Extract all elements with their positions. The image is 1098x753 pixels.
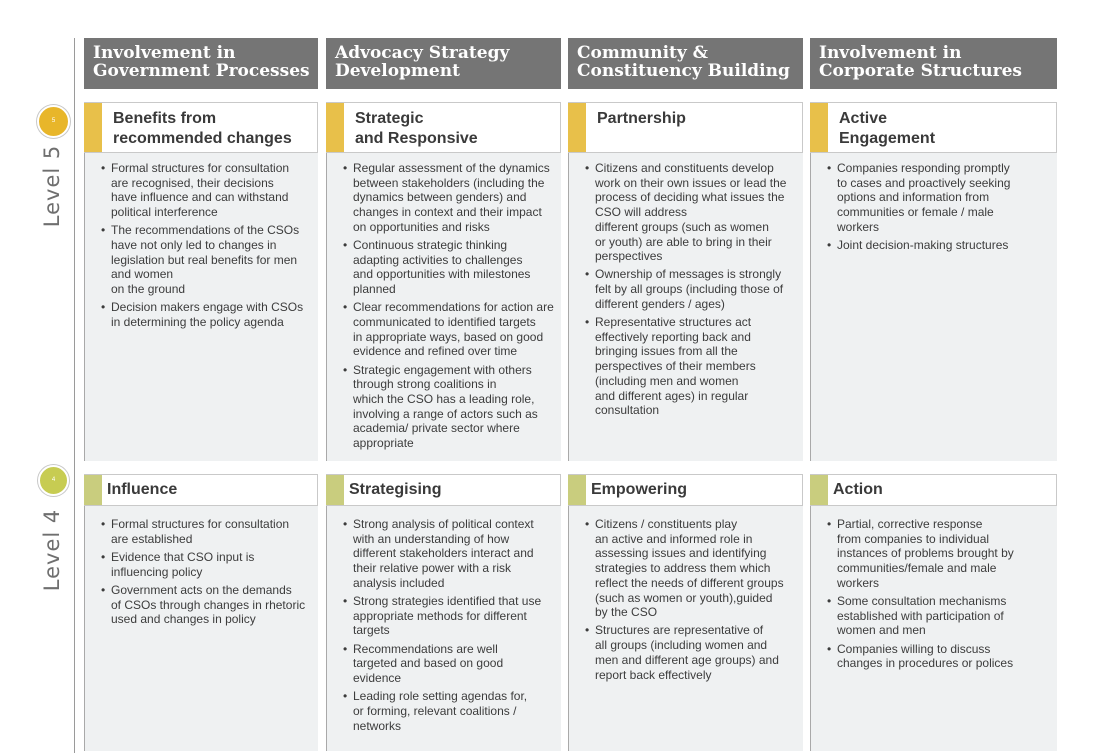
criteria-item — [585, 623, 797, 682]
level4-subheader — [326, 474, 561, 506]
criteria-item — [585, 161, 797, 264]
criteria-item — [827, 238, 1051, 253]
criteria-line: workers — [837, 219, 880, 234]
criteria-line: academia/ private sector where — [353, 421, 520, 436]
level4-subheader-title — [107, 480, 313, 500]
level4-subheader — [568, 474, 803, 506]
column-1 — [84, 38, 318, 751]
criteria-line: • Citizens and constituents develop — [595, 161, 774, 175]
criteria-item — [343, 300, 555, 359]
criteria-line: • Formal structures for consultation — [111, 161, 290, 175]
level5-accent-bar — [568, 103, 586, 152]
criteria-line: in determining the policy agenda — [111, 315, 284, 330]
criteria-line: • Continuous strategic thinking — [353, 238, 508, 253]
criteria-list — [827, 161, 1051, 253]
criteria-line: and opportunities with milestones — [353, 267, 531, 282]
criteria-item — [101, 583, 312, 627]
criteria-line: adapting activities to challenges — [353, 252, 523, 267]
criteria-line: different stakeholders interact and — [353, 546, 534, 561]
criteria-item — [101, 300, 312, 329]
criteria-line: with an understanding of how — [353, 531, 510, 546]
criteria-item — [585, 315, 797, 418]
criteria-line: by the CSO — [595, 605, 658, 620]
level-4-label-text: Level 4 — [40, 508, 64, 592]
level-4-dot-icon: 4 — [38, 465, 69, 496]
criteria-line: men and different age groups) and — [595, 652, 779, 667]
subheader-title-line: Engagement — [839, 130, 936, 147]
criteria-line: communicated to identified targets — [353, 315, 536, 330]
criteria-line: • Evidence that CSO input is — [111, 549, 255, 564]
criteria-line: assessing issues and identifying — [595, 546, 767, 561]
criteria-line: and different ages) in regular — [595, 388, 749, 403]
criteria-item — [827, 161, 1051, 235]
section-gap — [326, 89, 561, 102]
criteria-line: strategies to address them which — [595, 561, 771, 576]
section-gap — [84, 89, 318, 102]
column-3 — [568, 38, 803, 751]
level4-accent-bar — [326, 475, 344, 505]
level4-subheader-title — [349, 480, 556, 500]
criteria-line: appropriate methods for different — [353, 608, 527, 623]
level4-subheader — [810, 474, 1057, 506]
level5-criteria-panel — [568, 153, 803, 461]
criteria-line: consultation — [595, 403, 660, 418]
criteria-line: which the CSO has a leading role, — [353, 392, 535, 407]
criteria-line: between stakeholders (including the — [353, 175, 545, 190]
section-gap — [326, 461, 561, 474]
criteria-line: effectively reporting back and — [595, 329, 751, 344]
column-header — [326, 38, 561, 89]
left-divider-line — [74, 38, 75, 753]
criteria-line: • Joint decision-making structures — [837, 238, 1009, 253]
criteria-line: all groups (including women and — [595, 638, 768, 653]
criteria-line: have not only led to changes in — [111, 238, 277, 253]
criteria-item — [585, 267, 797, 311]
level4-criteria-panel — [568, 506, 803, 751]
level5-accent-bar — [84, 103, 102, 152]
criteria-item — [101, 161, 312, 220]
criteria-item — [101, 550, 312, 579]
criteria-line: targeted and based on good — [353, 656, 504, 671]
criteria-line: options and information from — [837, 190, 990, 205]
criteria-line: from companies to individual — [837, 531, 990, 546]
column-header-line: Advocacy Strategy — [335, 43, 510, 63]
criteria-line: on opportunities and risks — [353, 219, 490, 234]
criteria-line: CSO will address — [595, 205, 688, 220]
level5-criteria-panel — [84, 153, 318, 461]
criteria-line: report back effectively — [595, 667, 712, 682]
subheader-title-line: Action — [833, 481, 883, 498]
criteria-line: are established — [111, 531, 193, 546]
criteria-line: in appropriate ways, based on good — [353, 329, 544, 344]
column-header — [84, 38, 318, 89]
criteria-line: to cases and proactively seeking — [837, 175, 1011, 190]
criteria-item — [343, 517, 555, 591]
column-header-line: Corporate Structures — [819, 61, 1022, 81]
column-header-line: Constituency Building — [577, 61, 790, 81]
criteria-line: targets — [353, 623, 390, 638]
level-5-dot-icon: 5 — [37, 105, 70, 138]
level4-criteria-panel — [84, 506, 318, 751]
criteria-item — [585, 517, 797, 620]
criteria-line: • Representative structures act — [595, 315, 752, 330]
column-header-line: Involvement in — [819, 43, 962, 63]
criteria-line: • Structures are representative of — [595, 623, 764, 638]
criteria-item — [343, 161, 555, 235]
criteria-line: • Clear recommendations for action are — [353, 300, 554, 315]
criteria-line: involving a range of actors such as — [353, 406, 538, 421]
level4-accent-bar — [84, 475, 102, 505]
level4-accent-bar — [568, 475, 586, 505]
criteria-item — [343, 363, 555, 451]
criteria-line: felt by all groups (including those of — [595, 282, 784, 297]
level5-subheader — [568, 102, 803, 153]
criteria-line: planned — [353, 282, 396, 297]
criteria-line: • Leading role setting agendas for, — [353, 689, 528, 704]
criteria-line: political interference — [111, 205, 218, 220]
criteria-list — [343, 517, 555, 733]
subheader-title-line: and Responsive — [355, 130, 478, 147]
column-header — [810, 38, 1057, 89]
criteria-line: or forming, relevant coalitions / — [353, 703, 517, 718]
criteria-line: (such as women or youth),guided — [595, 590, 773, 605]
criteria-item — [101, 223, 312, 297]
criteria-line: • The recommendations of the CSOs — [111, 223, 300, 238]
criteria-line: instances of problems brought by — [837, 546, 1014, 561]
criteria-line: workers — [837, 575, 880, 590]
criteria-line: • Recommendations are well — [353, 641, 498, 656]
subheader-title-line: Influence — [107, 481, 178, 498]
column-header-line: Involvement in — [93, 43, 236, 63]
criteria-item — [827, 517, 1051, 591]
criteria-item — [827, 642, 1051, 671]
column-header-line: Government Processes — [93, 61, 310, 81]
column-header — [568, 38, 803, 89]
criteria-line: dynamics between genders) and — [353, 190, 527, 205]
criteria-line: communities or female / male — [837, 205, 994, 220]
criteria-line: evidence and refined over time — [353, 344, 518, 359]
criteria-item — [101, 517, 312, 546]
level5-subheader — [810, 102, 1057, 153]
criteria-line: process of deciding what issues the — [595, 190, 785, 205]
criteria-item — [343, 238, 555, 297]
criteria-item — [343, 594, 555, 638]
criteria-list — [585, 517, 797, 682]
criteria-line: women and men — [837, 623, 926, 638]
subheader-title-line: Benefits from — [113, 110, 217, 127]
level5-accent-bar — [810, 103, 828, 152]
criteria-list — [585, 161, 797, 418]
level4-criteria-panel — [810, 506, 1057, 751]
criteria-list — [343, 161, 555, 451]
criteria-line: their relative power with a risk — [353, 561, 512, 576]
criteria-line: legislation but real benefits for men — [111, 252, 298, 267]
criteria-line: used and changes in policy — [111, 612, 256, 627]
subheader-title-line: Strategising — [349, 481, 442, 498]
subheader-title-line: Empowering — [591, 481, 688, 498]
criteria-line: established with participation of — [837, 608, 1004, 623]
criteria-item — [343, 689, 555, 733]
criteria-line: • Partial, corrective response — [837, 517, 983, 531]
column-header-line: Community & — [577, 43, 709, 63]
subheader-title-line: recommended changes — [113, 130, 292, 147]
level5-criteria-panel — [810, 153, 1057, 461]
level5-subheader-title — [355, 109, 556, 149]
criteria-line: (including men and women — [595, 373, 739, 388]
criteria-line: on the ground — [111, 282, 186, 297]
criteria-line: • Strong strategies identified that use — [353, 594, 542, 609]
criteria-line: have influence and can withstand — [111, 190, 289, 205]
criteria-line: through strong coalitions in — [353, 377, 497, 392]
section-gap — [810, 461, 1057, 474]
criteria-line: perspectives — [595, 249, 663, 264]
criteria-line: bringing issues from all the — [595, 344, 738, 359]
subheader-title-line: Active — [839, 110, 888, 127]
criteria-line: • Companies willing to discuss — [837, 641, 991, 656]
level5-accent-bar — [326, 103, 344, 152]
criteria-item — [827, 594, 1051, 638]
level4-criteria-panel — [326, 506, 561, 751]
criteria-line: • Formal structures for consultation — [111, 517, 290, 531]
criteria-line: • Citizens / constituents play — [595, 517, 738, 531]
level-5-label-text: Level 5 — [40, 144, 64, 228]
criteria-line: changes in context and their impact — [353, 205, 542, 220]
level5-criteria-panel — [326, 153, 561, 461]
criteria-line: analysis included — [353, 575, 445, 590]
criteria-line: • Decision makers engage with CSOs — [111, 300, 304, 315]
criteria-line: changes in procedures or polices — [837, 656, 1014, 671]
level5-subheader — [84, 102, 318, 153]
criteria-list — [101, 161, 312, 330]
subheader-title-line: Strategic — [355, 110, 424, 127]
criteria-line: • Some consultation mechanisms — [837, 594, 1007, 609]
criteria-line: work on their own issues or lead the — [595, 175, 787, 190]
column-4 — [810, 38, 1057, 751]
criteria-line: and women — [111, 267, 174, 282]
level4-subheader-title — [833, 480, 1052, 500]
criteria-line: appropriate — [353, 436, 414, 451]
section-gap — [568, 461, 803, 474]
criteria-line: or youth) are able to bring in their — [595, 234, 772, 249]
criteria-line: evidence — [353, 671, 402, 686]
criteria-line: • Strategic engagement with others — [353, 362, 532, 377]
column-2 — [326, 38, 561, 751]
criteria-line: perspectives of their members — [595, 359, 756, 374]
criteria-line: networks — [353, 718, 402, 733]
level4-accent-bar — [810, 475, 828, 505]
criteria-line: an active and informed role in — [595, 531, 753, 546]
criteria-list — [827, 517, 1051, 671]
criteria-line: different genders / ages) — [595, 296, 725, 311]
section-gap — [568, 89, 803, 102]
criteria-line: • Strong analysis of political context — [353, 517, 534, 531]
criteria-line: influencing policy — [111, 564, 203, 579]
criteria-line: of CSOs through changes in rhetoric — [111, 597, 306, 612]
level5-subheader-title — [597, 109, 798, 129]
criteria-line: reflect the needs of different groups — [595, 575, 784, 590]
criteria-line: • Government acts on the demands — [111, 582, 292, 597]
criteria-line: • Regular assessment of the dynamics — [353, 161, 550, 175]
section-gap — [84, 461, 318, 474]
criteria-line: communities/female and male — [837, 561, 997, 576]
level5-subheader-title — [113, 109, 313, 149]
column-header-line: Development — [335, 61, 460, 81]
level4-subheader — [84, 474, 318, 506]
level4-subheader-title — [591, 480, 798, 500]
level5-subheader — [326, 102, 561, 153]
criteria-line: • Ownership of messages is strongly — [595, 267, 782, 282]
section-gap — [810, 89, 1057, 102]
criteria-line: • Companies responding promptly — [837, 161, 1010, 175]
criteria-item — [343, 642, 555, 686]
criteria-line: different groups (such as women — [595, 219, 769, 234]
level5-subheader-title — [839, 109, 1052, 149]
criteria-line: are recognised, their decisions — [111, 175, 274, 190]
subheader-title-line: Partnership — [597, 110, 686, 127]
criteria-list — [101, 517, 312, 627]
